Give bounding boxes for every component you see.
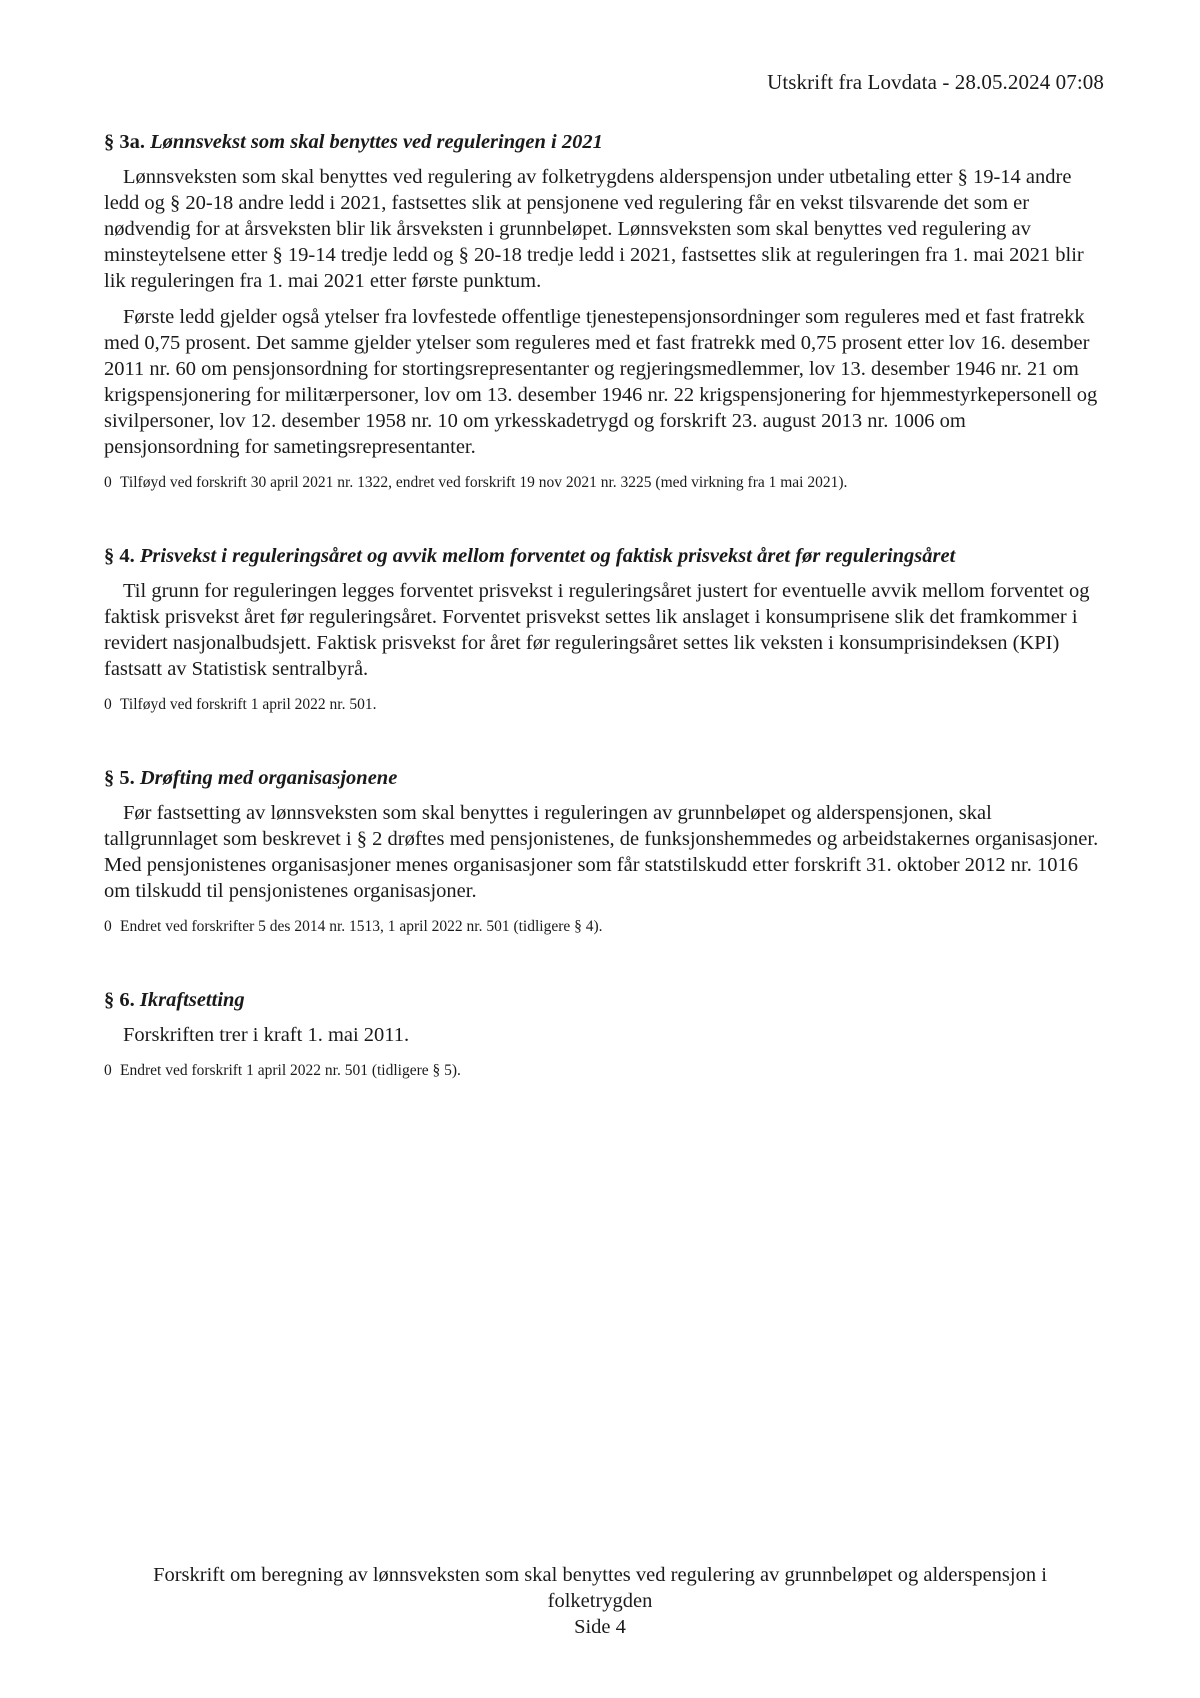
footer-document-title: Forskrift om beregning av lønnsveksten som skal benyttes ved regulering av grunnbeløpet og alderspensjon i [153, 1564, 1047, 1586]
note-text: Endret ved forskrifter 5 des 2014 nr. 1513, 1 april 2022 nr. 501 (tidligere § 4). [120, 918, 603, 935]
note-text: Endret ved forskrift 1 april 2022 nr. 501 (tidligere § 5). [120, 1062, 461, 1079]
note-number: 0 [104, 1062, 112, 1079]
footer-document-title-cont: folketrygden [547, 1590, 653, 1612]
section-5 [104, 764, 1104, 938]
amendment-note [104, 472, 1104, 494]
section-paragraph: Første ledd gjelder også ytelser fra lovfestede offentlige tjenestepensjonsordninger som reguleres med et fast fratrekk med 0,75 prosent. Det samme gjelder ytelser som reguleres med et fast fratrekk med 0,75 prosent etter lov 16. desember 2011 nr. 60 om pensjonsordning for stortingsrepresentanter og regjeringsmedlemmer, lov 13. desember 1946 nr. 21 om krigspensjonering for militærpersoner, lov om 13. desember 1946 nr. 22 krigspensjonering for hjemmestyrkepersonell og sivilpersoner, lov 12. desember 1958 nr. 10 om yrkesskadetrygd og forskrift 23. august 2013 nr. 1006 om pensjonsordning for sametingsrepresentanter. [104, 306, 1098, 458]
section-heading [104, 128, 1104, 156]
section-title: Prisvekst i reguleringsåret og avvik mellom forventet og faktisk prisvekst året før reguleringsåret [139, 545, 956, 567]
document-body [104, 128, 1104, 1082]
section-heading [104, 764, 1104, 792]
section-title: Drøfting med organisasjonene [139, 767, 398, 789]
page-footer [100, 1562, 1100, 1640]
note-number: 0 [104, 918, 112, 935]
amendment-note [104, 916, 1104, 938]
amendment-note [104, 694, 1104, 716]
note-text: Tilføyd ved forskrift 1 april 2022 nr. 501. [120, 696, 377, 713]
section-number: § 3a. [104, 131, 145, 153]
note-number: 0 [104, 696, 112, 713]
section-number: § 4. [104, 545, 135, 567]
section-paragraph: Lønnsveksten som skal benyttes ved regulering av folketrygdens alderspensjon under utbetaling etter § 19-14 andre ledd og § 20-18 andre ledd i 2021, fastsettes slik at pensjonene ved regulering får en vekst tilsvarende det som er nødvendig for at årsveksten blir lik årsveksten i grunnbeløpet. Lønnsveksten som skal benyttes ved regulering av minsteytelsene etter § 19-14 tredje ledd og § 20-18 tredje ledd i 2021, fastsettes slik at reguleringen fra 1. mai 2021 blir lik reguleringen fra 1. mai 2021 etter første punktum. [104, 166, 1084, 292]
section-paragraph: Forskriften trer i kraft 1. mai 2011. [123, 1024, 410, 1046]
print-header: Utskrift fra Lovdata - 28.05.2024 07:08 [767, 70, 1104, 94]
section-title: Ikraftsetting [139, 989, 245, 1011]
section-heading [104, 986, 1104, 1014]
page-number: Side 4 [574, 1616, 626, 1638]
section-heading [104, 542, 1104, 570]
section-paragraph: Til grunn for reguleringen legges forventet prisvekst i reguleringsåret justert for eventuelle avvik mellom forventet og faktisk prisvekst året før reguleringsåret. Forventet prisvekst settes lik anslaget i konsumprisene slik det framkommer i revidert nasjonalbudsjett. Faktisk prisvekst for året før reguleringsåret settes lik veksten i konsumprisindeksen (KPI) fastsatt av Statistisk sentralbyrå. [104, 580, 1090, 680]
section-number: § 6. [104, 989, 135, 1011]
section-4 [104, 542, 1104, 716]
note-number: 0 [104, 474, 112, 491]
section-number: § 5. [104, 767, 135, 789]
section-paragraph: Før fastsetting av lønnsveksten som skal benyttes i reguleringen av grunnbeløpet og alderspensjonen, skal tallgrunnlaget som beskrevet i § 2 drøftes med pensjonistenes, de funksjonshemmedes og arbeidstakernes organisasjoner. Med pensjonistenes organisasjoner menes organisasjoner som får statstilskudd etter forskrift 31. oktober 2012 nr. 1016 om tilskudd til pensjonistenes organisasjoner. [104, 802, 1099, 902]
note-text: Tilføyd ved forskrift 30 april 2021 nr. 1322, endret ved forskrift 19 nov 2021 nr. 3225 (med virkning fra 1 mai 2021). [120, 474, 848, 491]
section-title: Lønnsvekst som skal benyttes ved reguleringen i 2021 [150, 131, 603, 153]
amendment-note [104, 1060, 1104, 1082]
section-3a [104, 128, 1104, 494]
section-6 [104, 986, 1104, 1082]
